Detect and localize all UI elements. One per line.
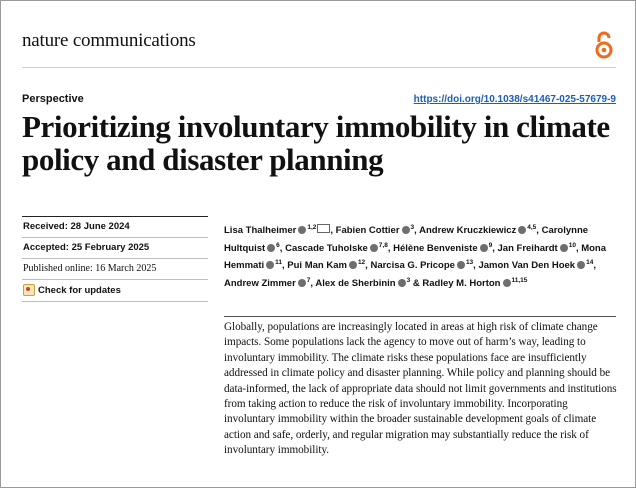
author-name[interactable]: Lisa Thalheimer [224,225,297,236]
author-separator: , [473,260,476,272]
orcid-icon[interactable] [457,261,465,269]
history-bottom-rule [22,301,208,302]
author-name[interactable]: Andrew Zimmer [224,277,296,289]
author-entry [370,260,475,271]
author-name[interactable]: Jan Freihardt [497,242,558,254]
abstract-text: Globally, populations are increasingly located in areas at high risk of climate change impacts. Some populations lack the agency to move out of harm’s way, leading to involuntary immobility. The climate risks these populations face are insufficiently addressed in climate policy and disaster planning. While policy and planning should be data-informed, the lack of appropriate data should not limit governments and institutions from taking action to reduce the risk of involuntary immobility. Incorporating involuntary immobility within the broader sustainable development goals of climate action and safe, orderly, and regular migration may substantially reduce the risk of involuntary immobility. [224,321,617,457]
orcid-icon[interactable] [503,279,511,287]
check-for-updates-label: Check for updates [38,284,121,296]
author-separator: , [310,277,314,289]
author-name[interactable]: Andrew Kruczkiewicz [419,225,517,236]
author-name[interactable]: Mona Hemmati [224,242,607,272]
author-entry [393,243,495,254]
author-name[interactable]: Alex de Sherbinin [315,277,396,289]
author-entry [498,243,579,254]
author-separator: , [279,242,283,254]
author-name[interactable]: Hélène Benveniste [393,242,478,254]
author-entry [224,278,313,289]
author-affiliation: 12 [357,259,366,267]
author-list [224,221,616,291]
abstract-divider [224,316,616,317]
author-entry [336,225,417,236]
received-date: Received: 28 June 2024 [23,221,130,232]
author-name[interactable]: Carolynne Hultquist [224,225,589,254]
article-title: Prioritizing involuntary immobility in climate policy and disaster planning [22,109,610,177]
author-affiliation: 7,8 [378,241,388,249]
article-history [22,216,208,302]
orcid-icon[interactable] [398,279,406,287]
author-entry [315,278,419,289]
author-affiliation: 3 [410,224,415,231]
author-separator: , [536,225,539,236]
author-separator: , [282,260,285,272]
author-entry [224,225,333,236]
accepted-date: Accepted: 25 February 2025 [23,242,150,253]
author-affiliation: 6 [276,241,280,249]
orcid-icon[interactable] [560,244,568,252]
author-entry [422,278,527,289]
author-separator: , [414,225,417,236]
orcid-icon[interactable] [349,261,357,269]
author-separator: , [387,242,391,254]
orcid-icon[interactable] [518,226,526,234]
author-name[interactable]: Narcisa G. Pricope [370,260,455,272]
orcid-icon[interactable] [266,261,274,269]
author-affiliation: 9 [488,241,493,249]
author-affiliation: 7 [306,276,311,284]
author-affiliation: 11,15 [511,276,528,284]
author-affiliation: 3 [406,276,411,284]
published-date: Published online: 16 March 2025 [23,263,157,274]
author-separator: , [330,225,334,236]
author-name[interactable]: Jamon Van Den Hoek [478,260,576,272]
orcid-icon[interactable] [577,261,585,269]
orcid-icon[interactable] [298,226,306,234]
mail-icon[interactable] [317,224,330,233]
author-separator: , [593,260,596,272]
author-affiliation: 11 [275,259,282,267]
article-type: Perspective [22,93,84,105]
orcid-icon[interactable] [370,244,378,252]
author-name[interactable]: Cascade Tuholske [285,242,368,254]
author-separator: , [492,242,495,254]
author-separator: , [365,260,368,272]
author-affiliation: 4,5 [527,224,537,231]
author-affiliation: 1,2 [307,224,317,231]
orcid-icon[interactable] [267,244,275,252]
journal-name[interactable]: nature communications [22,30,196,51]
author-name[interactable]: Fabien Cottier [335,225,400,236]
orcid-icon[interactable] [480,244,488,252]
orcid-icon[interactable] [402,226,410,234]
author-entry [419,225,539,236]
header-divider [22,67,616,68]
author-entry [478,260,596,271]
open-access-icon [593,30,615,60]
author-affiliation: 10 [568,241,576,249]
author-entry [285,243,390,254]
check-for-updates-icon [23,284,35,296]
author-affiliation: 14 [586,259,594,267]
author-name[interactable]: Pui Man Kam [287,260,347,272]
author-entry [287,260,368,271]
author-separator: , [575,242,579,254]
doi-link[interactable]: https://doi.org/10.1038/s41467-025-57679-9 [413,94,616,105]
author-affiliation: 13 [465,259,474,267]
author-name[interactable]: Radley M. Horton [422,277,501,289]
check-for-updates-button[interactable] [22,280,208,301]
author-separator: & [410,277,420,289]
orcid-icon[interactable] [298,279,306,287]
